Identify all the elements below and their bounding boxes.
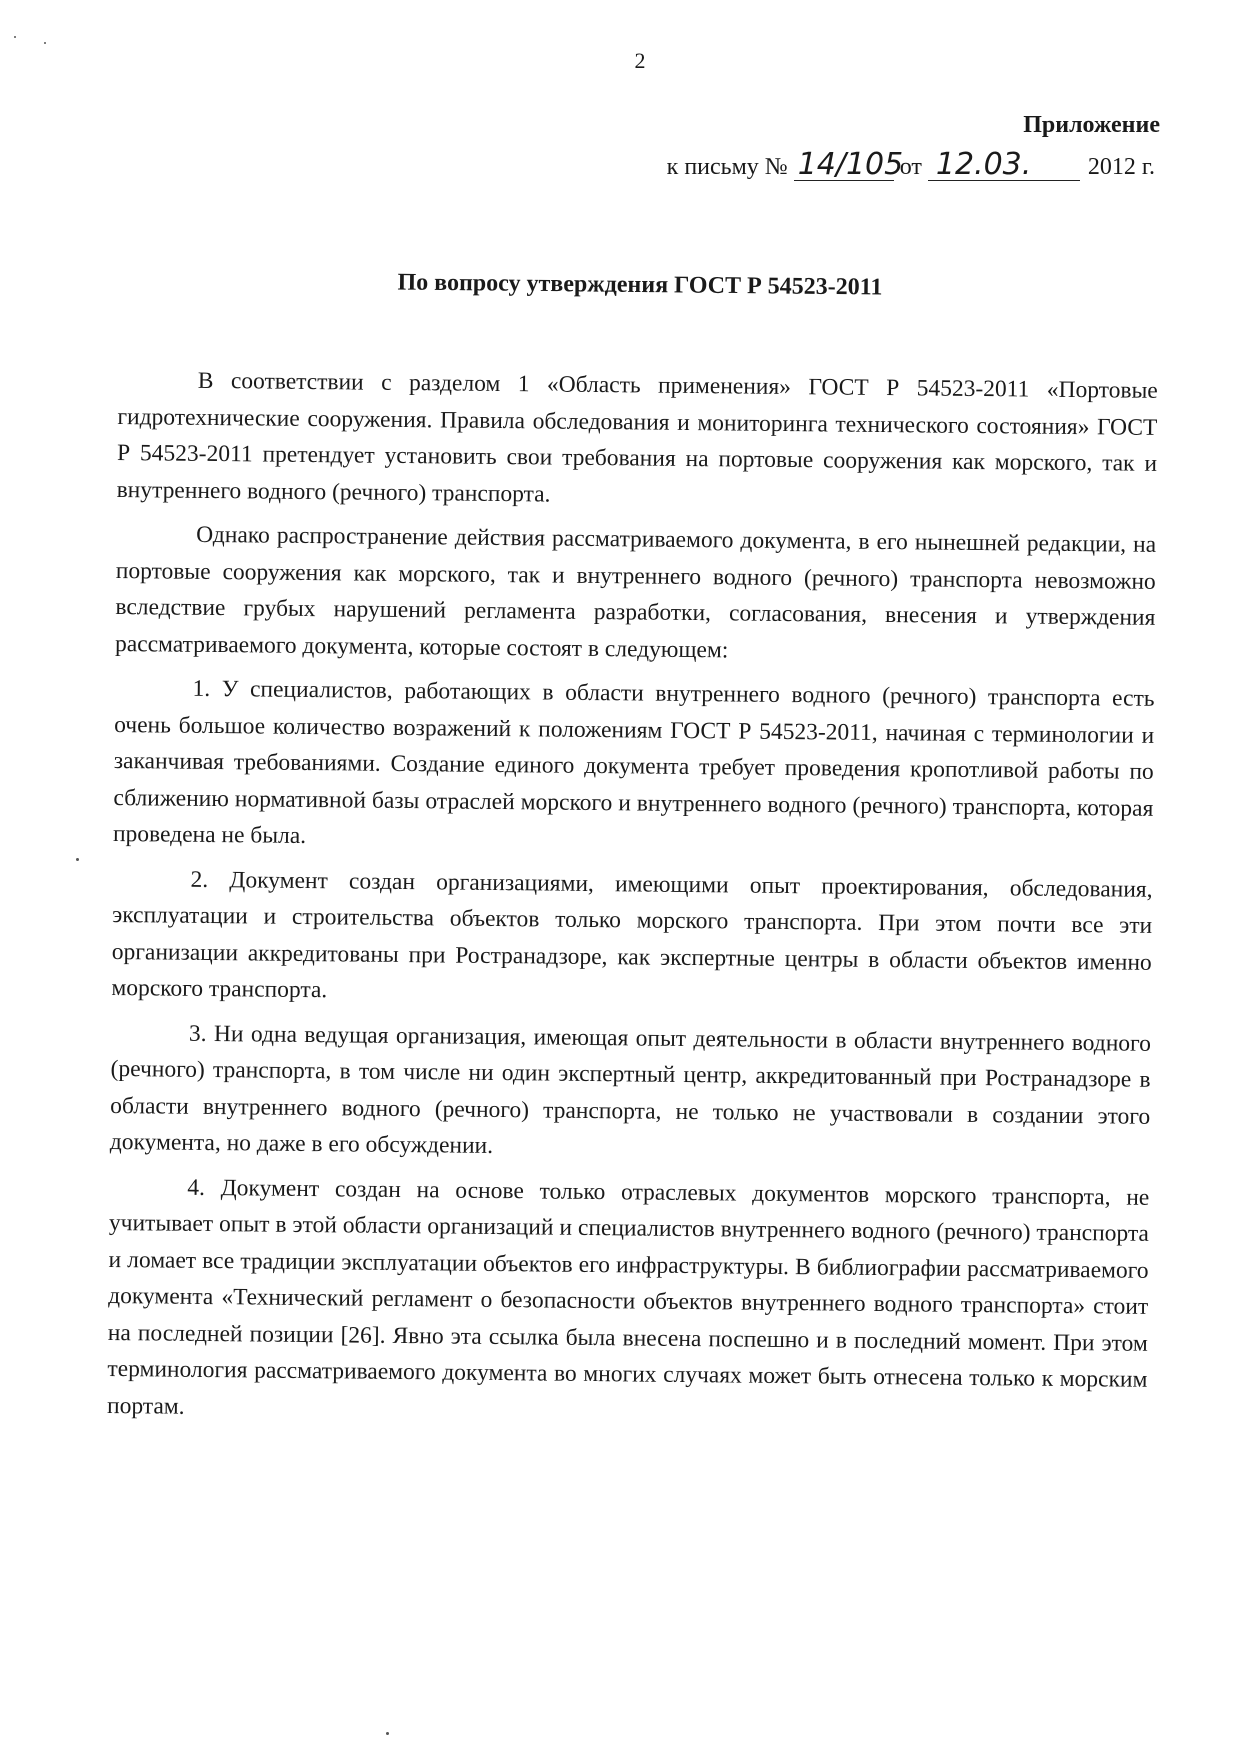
scan-speck xyxy=(76,858,79,861)
letter-number-handwritten: 14/105 xyxy=(794,150,894,181)
letter-year: 2012 г. xyxy=(1087,154,1155,180)
letter-from-word: от xyxy=(899,154,922,180)
list-item-3: 3. Ни одна ведущая организация, имеющая опыт деятельности в области внутреннего водного (речного) транспорта, в том числе ни один экспертный центр, аккредитованный при Ространадзоре в области внутреннего водного (речного) транспорта, не только не участвовали в создании этого документа, но даже в его обсуждении. xyxy=(109,1020,1152,1159)
document-body xyxy=(107,362,1158,1443)
paragraph-scope: В соответствии с разделом 1 «Область применения» ГОСТ Р 54523-2011 «Портовые гидротехнические сооружения. Правила обследования и мониторинга технического состояния» ГОСТ Р 54523-2011 претендует установить свои требования на портовые сооружения как морского, так и внутреннего водного (речного) транспорта. xyxy=(116,367,1158,508)
appendix-label: Приложение xyxy=(1023,112,1160,138)
scan-speck xyxy=(386,1732,389,1735)
list-item-4: 4. Документ создан на основе только отраслевых документов морского транспорта, не учитывает опыт в этой области организаций и специалистов внутреннего водного (речного) транспорта и ломает все традиции эксплуатации объектов его инфраструктуры. В библиографии рассматриваемого документа «Технический регламент о безопасности объектов внутреннего водного транспорта» стоит на последней позиции [26]. Явно эта ссылка была внесена поспешно и в последний момент. При этом терминология рассматриваемого документа во многих случаях может быть отнесена только к морским портам. xyxy=(106,1174,1150,1420)
scan-speck xyxy=(14,36,16,38)
letter-prefix: к письму № xyxy=(666,154,788,180)
page-number: 2 xyxy=(634,48,646,73)
scan-speck xyxy=(44,42,46,44)
list-item-2: 2. Документ создан организациями, имеющими опыт проектирования, обследования, эксплуатации и строительства объектов только морского транспорта. При этом почти все эти организации аккредитованы при Ространадзоре, как экспертные центры в области объектов именно морского транспорта. xyxy=(111,866,1153,1004)
list-item-1: 1. У специалистов, работающих в области внутреннего водного (речного) транспорта есть очень большое количество возражений к положениям ГОСТ Р 54523-2011, начиная с терминологии и заканчивая требованиями. Создание единого документа требует проведения кропотливой работы по сближению нормативной базы отраслей морского и внутреннего водного (речного) транспорта, которая проведена не была. xyxy=(112,675,1155,849)
letter-date-handwritten: 12.03. xyxy=(928,150,1080,181)
paragraph-violations-intro: Однако распространение действия рассматриваемого документа, в его нынешней редакции, на портовые сооружения как морского, так и внутреннего водного (речного) транспорта невозможно вследствие грубых нарушений регламента разработки, согласования, внесения и утверждения рассматриваемого документа, которые состоят в следующем: xyxy=(114,521,1157,663)
letter-reference xyxy=(666,147,1155,182)
document-title: По вопросу утверждения ГОСТ Р 54523-2011 xyxy=(397,269,883,301)
